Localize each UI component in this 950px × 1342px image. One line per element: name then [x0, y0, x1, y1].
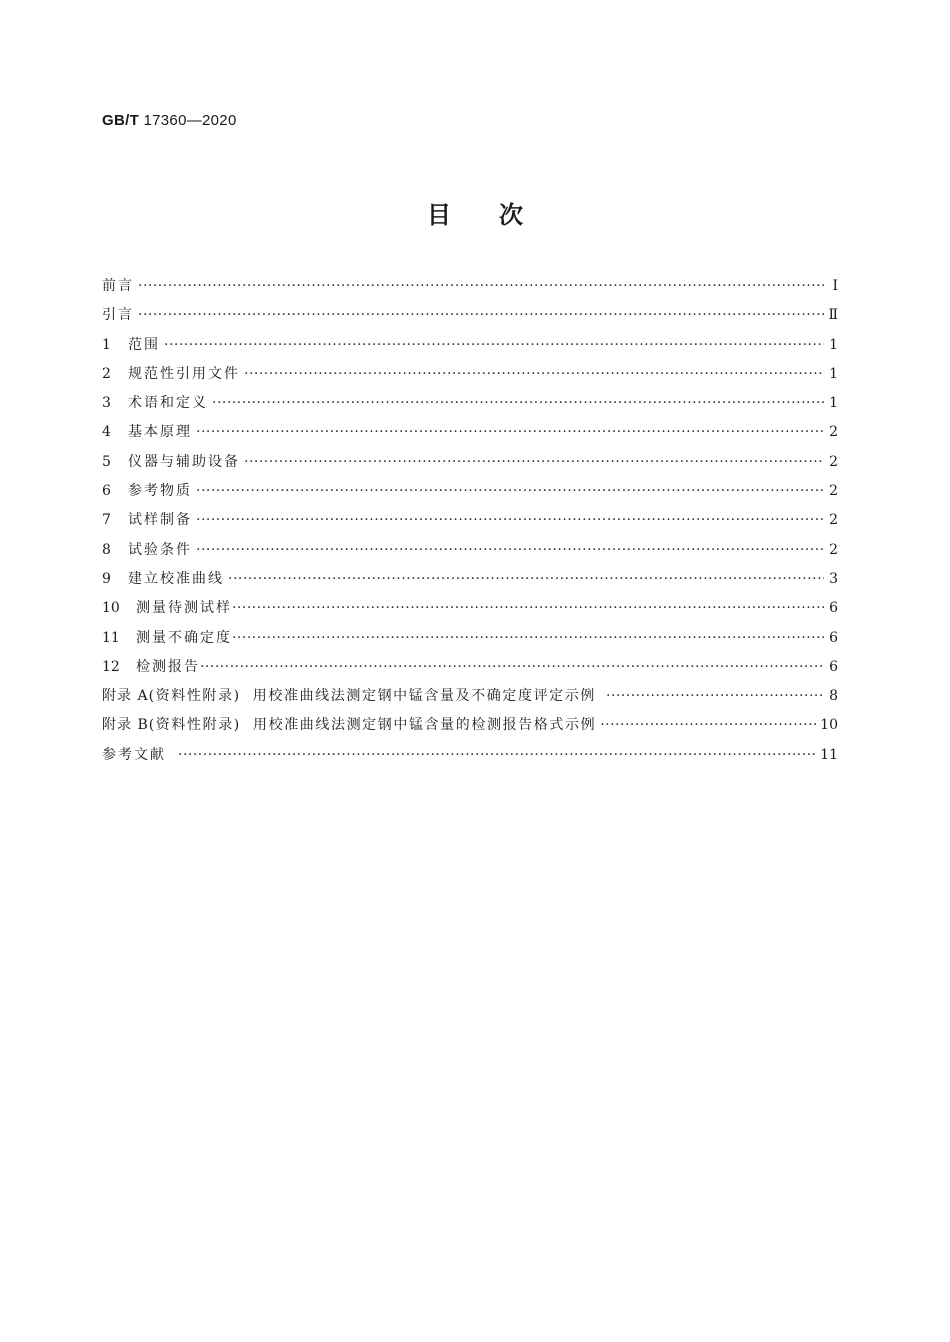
toc-entry-label: 测量不确定度: [136, 629, 232, 646]
toc-entry-label: 规范性引用文件: [128, 365, 240, 382]
toc-entry-page: 6: [829, 629, 838, 646]
toc-leader-dots: [244, 448, 824, 477]
toc-entry-page: 2: [829, 541, 838, 558]
toc-leader-dots: [196, 477, 824, 506]
toc-entry-number: 附录 A: [102, 688, 149, 705]
toc-entry-label: 建立校准曲线: [128, 570, 224, 587]
toc-entry-reference-materials[interactable]: [102, 477, 838, 506]
toc-entry-label: 前言: [102, 278, 134, 294]
toc-entry-test-conditions[interactable]: [102, 536, 838, 565]
toc-entry-label: 范围: [128, 336, 160, 353]
standard-code: [102, 112, 237, 129]
toc-leader-dots: [196, 536, 824, 565]
toc-leader-dots: [200, 653, 824, 682]
toc-entry-page: Ⅰ: [832, 278, 838, 294]
toc-entry-sample-preparation[interactable]: [102, 506, 838, 535]
toc-entry-number: 8: [102, 541, 111, 558]
toc-leader-dots: [600, 711, 816, 740]
toc-entry-number: 2: [102, 365, 111, 382]
toc-entry-number: 3: [102, 395, 111, 412]
toc-entry-terms-definitions[interactable]: [102, 389, 838, 418]
toc-entry-label: 试样制备: [128, 512, 192, 529]
toc-entry-bibliography[interactable]: [102, 741, 838, 770]
toc-leader-dots: [196, 506, 824, 535]
toc-leader-dots: [232, 594, 824, 623]
toc-leader-dots: [196, 418, 824, 447]
toc-entry-calibration-curve[interactable]: [102, 565, 838, 594]
toc-entry-label: 术语和定义: [128, 395, 208, 412]
toc-entry-page: 11: [820, 746, 838, 763]
toc-entry-number: 9: [102, 570, 111, 587]
toc-entry-number: 10: [102, 600, 120, 617]
toc-leader-dots: [232, 624, 824, 653]
toc-entry-label: 检测报告: [136, 658, 200, 675]
toc-leader-dots: [244, 360, 824, 389]
toc-entry-page: 2: [829, 512, 838, 529]
toc-entry-label: 引言: [102, 307, 134, 324]
toc-entry-label: (资料性附录) 用校准曲线法测定钢中锰含量及不确定度评定示例: [148, 688, 596, 705]
toc-entry-instruments[interactable]: [102, 448, 838, 477]
table-of-contents: [102, 272, 838, 770]
toc-entry-label: 试验条件: [128, 541, 192, 558]
toc-entry-label: (资料性附录) 用校准曲线法测定钢中锰含量的检测报告格式示例: [148, 717, 597, 734]
toc-entry-label: 测量待测试样: [136, 600, 232, 617]
toc-entry-number: 1: [102, 336, 111, 353]
toc-entry-page: 6: [829, 658, 838, 675]
toc-entry-page: Ⅱ: [828, 307, 838, 324]
toc-title: 目次: [427, 201, 571, 229]
toc-leader-dots: [178, 741, 816, 770]
toc-entry-measure-samples[interactable]: [102, 594, 838, 623]
toc-entry-annex-b[interactable]: [102, 711, 838, 740]
toc-entry-page: 1: [829, 336, 838, 353]
standard-code-number: 17360—2020: [143, 112, 237, 129]
toc-entry-page: 1: [829, 365, 838, 382]
toc-leader-dots: [606, 682, 824, 711]
toc-entry-number: 7: [102, 512, 111, 529]
toc-entry-page: 8: [829, 688, 838, 705]
toc-entry-label: 参考文献: [102, 746, 166, 763]
toc-entry-introduction[interactable]: [102, 301, 838, 330]
toc-entry-normative-references[interactable]: [102, 360, 838, 389]
toc-entry-foreword[interactable]: [102, 272, 838, 301]
toc-entry-label: 参考物质: [128, 483, 192, 500]
toc-entry-uncertainty[interactable]: [102, 624, 838, 653]
toc-entry-number: 附录 B: [102, 717, 149, 734]
toc-entry-page: 3: [829, 570, 838, 587]
toc-entry-number: 12: [102, 658, 120, 675]
toc-entry-basic-principle[interactable]: [102, 418, 838, 447]
toc-entry-number: 5: [102, 453, 111, 470]
toc-entry-label: 仪器与辅助设备: [128, 453, 240, 470]
toc-entry-test-report[interactable]: [102, 653, 838, 682]
toc-entry-page: 2: [829, 483, 838, 500]
toc-entry-page: 1: [829, 395, 838, 412]
standard-code-prefix: GB/T: [102, 112, 140, 129]
toc-entry-label: 基本原理: [128, 424, 192, 441]
toc-entry-page: 6: [829, 600, 838, 617]
toc-leader-dots: [228, 565, 824, 594]
toc-entry-scope[interactable]: [102, 331, 838, 360]
toc-entry-number: 11: [102, 629, 120, 646]
toc-leader-dots: [138, 272, 824, 301]
toc-entry-number: 6: [102, 483, 111, 500]
toc-entry-annex-a[interactable]: [102, 682, 838, 711]
toc-entry-page: 2: [829, 453, 838, 470]
toc-leader-dots: [164, 331, 824, 360]
toc-leader-dots: [138, 301, 824, 330]
toc-entry-number: 4: [102, 424, 111, 441]
toc-entry-page: 10: [820, 717, 838, 734]
toc-entry-page: 2: [829, 424, 838, 441]
toc-leader-dots: [212, 389, 824, 418]
